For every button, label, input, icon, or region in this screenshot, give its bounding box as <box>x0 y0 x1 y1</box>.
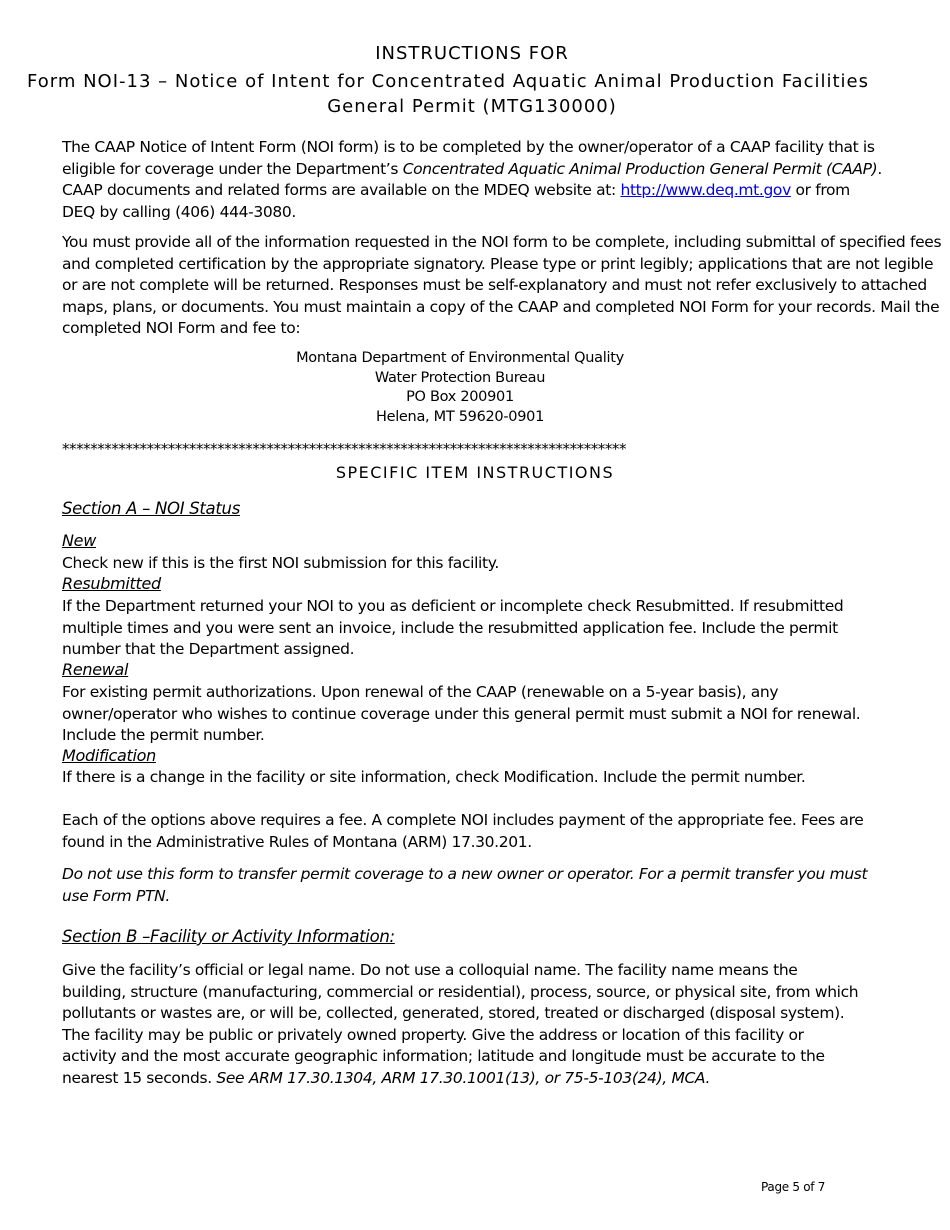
deq-website-link[interactable]: http://www.deq.mt.gov <box>620 181 791 199</box>
requirements-paragraph: You must provide all of the information requested in the NOI form to be complete, including submittal of specified fees and completed certification by the appropriate signatory. Please type or print legibly; applications that are not legible or are not complete will be returned. Responses must be self-explanatory and must not refer exclusively to attached maps, plans, or documents. You must maintain a copy of the CAAP and completed NOI Form for your records. Mail the completed NOI Form and fee to: <box>62 233 942 337</box>
section-b-paragraph <box>62 960 862 1089</box>
intro-text: The CAAP Notice of Intent Form (NOI form) is to be completed by the owner/operator of a CAAP facility that is eligible for coverage under the Department’s <box>62 138 875 178</box>
new-label: New <box>62 531 96 550</box>
section-a-heading: Section A – NOI Status <box>62 499 240 518</box>
specific-instructions-heading: SPECIFIC ITEM INSTRUCTIONS <box>335 463 615 482</box>
section-b-heading: Section B –Facility or Activity Information: <box>62 927 395 946</box>
section-b-citation: See ARM 17.30.1304, ARM 17.30.1001(13), or 75-5-103(24), MCA. <box>216 1068 711 1087</box>
separator-line: ******************************************************************************** <box>62 440 627 458</box>
address-line: Helena, MT 59620-0901 <box>375 409 544 425</box>
section-b-text: Give the facility’s official or legal name. Do not use a colloquial name. The facility name means the building, structure (manufacturing, commercial or residential), process, source, or physical site, from which pollutants or wastes are, or will be, collected, generated, stored, treated or discharged (disposal system). The facility may be public or privately owned property. Give the address or location of this facility or activity and the most accurate geographic information; latitude and longitude must be accurate to the nearest 15 seconds. <box>62 961 859 1087</box>
intro-paragraph <box>62 137 882 223</box>
permit-name: Concentrated Aquatic Animal Production General Permit (CAAP) <box>402 159 878 178</box>
page-title: INSTRUCTIONS FOR <box>375 43 569 64</box>
modification-text: If there is a change in the facility or site information, check Modification. Include the permit number. <box>62 768 806 786</box>
address-line: Montana Department of Environmental Quality <box>296 350 624 366</box>
fee-paragraph: Each of the options above requires a fee. A complete NOI includes payment of the appropriate fee. Fees are found in the Administrative Rules of Montana (ARM) 17.30.201. <box>62 811 864 851</box>
intro-text-3: or from DEQ by calling (406) 444-3080. <box>62 181 850 221</box>
resubmitted-label: Resubmitted <box>62 574 161 593</box>
address-line: PO Box 200901 <box>406 389 514 405</box>
modification-label: Modification <box>62 746 156 765</box>
form-title: Form NOI-13 – Notice of Intent for Concentrated Aquatic Animal Production Facilities <box>27 71 869 92</box>
renewal-text: For existing permit authorizations. Upon renewal of the CAAP (renewable on a 5-year basis), any owner/operator who wishes to continue coverage under this general permit must submit a NOI for renewal. Include the permit number. <box>62 683 861 744</box>
new-text: Check new if this is the first NOI submission for this facility. <box>62 554 499 572</box>
address-line: Water Protection Bureau <box>374 370 546 386</box>
intro-text-2: . CAAP documents and related forms are available on the MDEQ website at: <box>62 159 882 199</box>
renewal-label: Renewal <box>62 660 129 679</box>
resubmitted-text: If the Department returned your NOI to you as deficient or incomplete check Resubmitted. If resubmitted multiple times and you were sent an invoice, include the resubmitted application fee. Include the permit number that the Department assigned. <box>62 597 844 658</box>
page-number: Page 5 of 7 <box>761 1180 826 1194</box>
permit-subtitle: General Permit (MTG130000) <box>327 96 617 117</box>
transfer-note: Do not use this form to transfer permit coverage to a new owner or operator. For a permit transfer you must use Form PTN. <box>62 865 868 905</box>
